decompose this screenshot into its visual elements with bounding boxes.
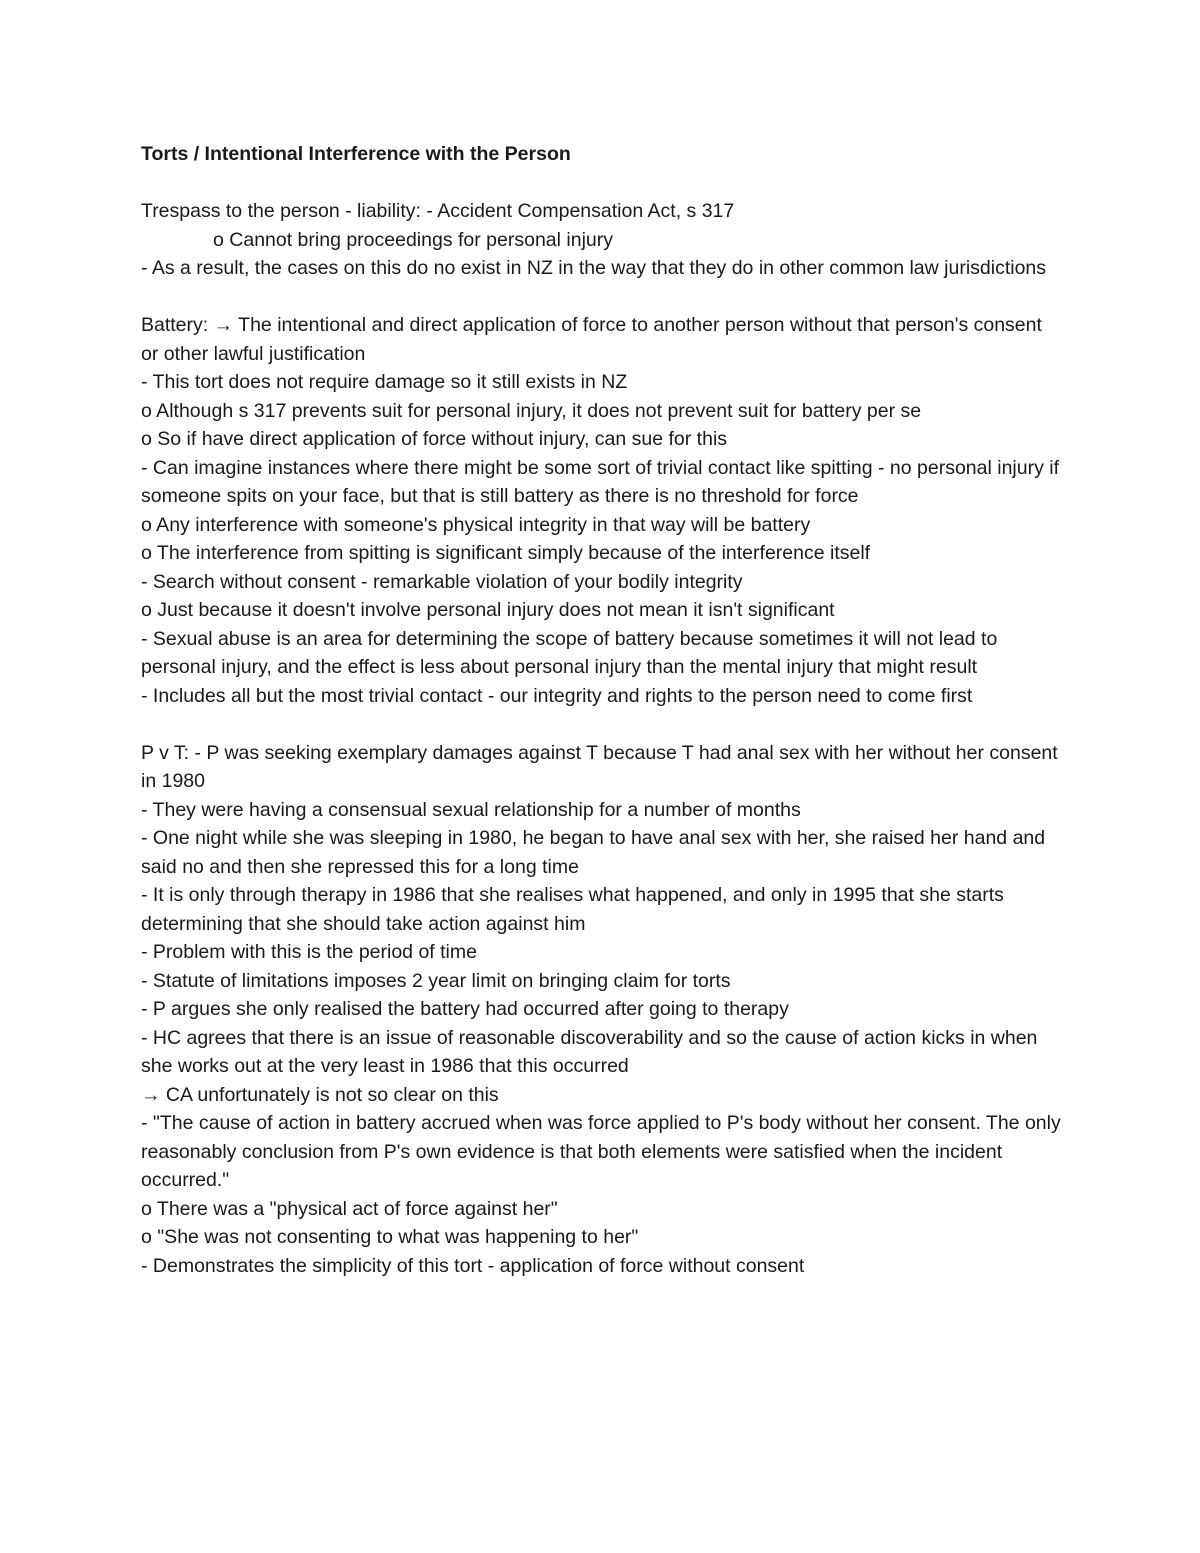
case-bullet: - Problem with this is the period of time [141,941,477,963]
document-title: Torts / Intentional Interference with the Person [141,143,571,165]
battery-bullet: o The interference from spitting is significant simply because of the interference itself [141,542,871,564]
trespass-bullet: - As a result, the cases on this do no exist in NZ in the way that they do in other common law jurisdictions [141,257,1047,279]
battery-bullet: - This tort does not require damage so it still exists in NZ [141,371,628,393]
case-bullet: - It is only through therapy in 1986 that she realises what happened, and only in 1995 that she starts determining that she should take action against him [141,884,1010,935]
trespass-heading-line: Trespass to the person - liability: - Accident Compensation Act, s 317 [141,200,735,222]
trespass-bullet: o Cannot bring proceedings for personal injury [213,228,613,251]
blank-line [141,710,1061,739]
battery-bullet: - Search without consent - remarkable violation of your bodily integrity [141,570,743,593]
case-bullet: - They were having a consensual sexual relationship for a number of months [141,798,801,821]
blank-line [141,169,1061,198]
battery-bullet: - Sexual abuse is an area for determining the scope of battery because sometimes it will not lead to personal injury, and the effect is less about personal injury than the mental injury that might result [141,627,1003,678]
battery-bullet: - Can imagine instances where there might be some sort of trivial contact like spitting - no personal injury if someone spits on your face, but that is still battery as there is no threshold for force [141,456,1065,507]
battery-bullet: o So if have direct application of force without injury, can sue for this [141,428,728,450]
case-bullet: - One night while she was sleeping in 1980, he began to have anal sex with her, she raised her hand and said no and then she repressed this for a long time [141,827,1051,878]
battery-bullet: - Includes all but the most trivial contact - our integrity and rights to the person need to come first [141,684,973,707]
case-bullet: - HC agrees that there is an issue of reasonable discoverability and so the cause of action kicks in when she works out at the very least in 1986 that this occurred [141,1026,1043,1077]
case-p-v-t-heading: P v T: - P was seeking exemplary damages against T because T had anal sex with her without her consent in 1980 [141,741,1064,792]
case-bullet: → CA unfortunately is not so clear on this [141,1083,499,1106]
battery-bullet: o Any interference with someone's physical integrity in that way will be battery [141,513,811,536]
battery-bullet: o Just because it doesn't involve personal injury does not mean it isn't significant [141,599,835,621]
case-bullet: - Statute of limitations imposes 2 year limit on bringing claim for torts [141,969,731,992]
document-body [141,140,1067,1280]
case-quote: - "The cause of action in battery accrued when was force applied to P's body without her consent. The only reasonably conclusion from P's own evidence is that both elements were satisfied when the incident occurred." [141,1112,1067,1191]
battery-definition: Battery: → The intentional and direct application of force to another person without that person's consent or other lawful justification [141,314,1048,365]
blank-line [141,283,1061,312]
battery-bullet: o Although s 317 prevents suit for personal injury, it does not prevent suit for battery per se [141,399,922,422]
case-bullet: - P argues she only realised the battery had occurred after going to therapy [141,998,789,1020]
case-bullet: - Demonstrates the simplicity of this tort - application of force without consent [141,1254,805,1277]
case-bullet: o "She was not consenting to what was happening to her" [141,1226,639,1248]
case-bullet: o There was a "physical act of force against her" [141,1197,558,1220]
